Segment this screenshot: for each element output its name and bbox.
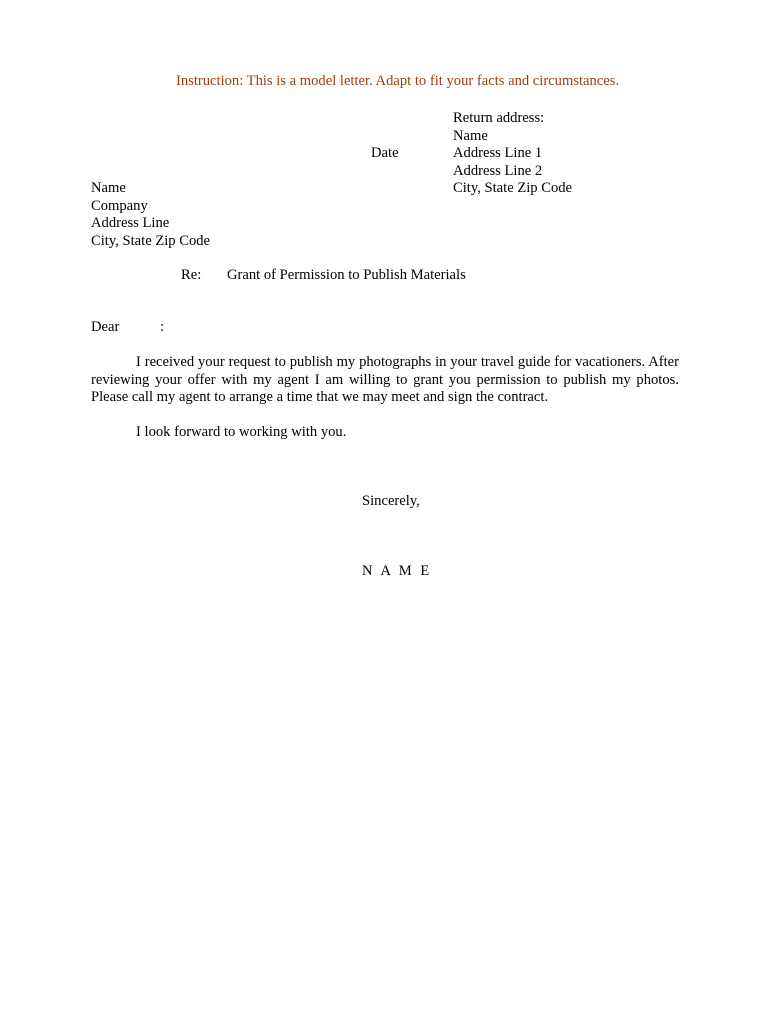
recipient-name: Name [91, 180, 126, 196]
body-paragraph-1: I received your request to publish my photographs in your travel guide for vacationers. After reviewing your offer with my agent I am willing to grant you permission to publish my photos. Please call my agent to arrange a time that we may meet and sign the contract. [91, 354, 679, 405]
return-address-name: Name [453, 127, 488, 144]
return-address-city-state-zip: City, State Zip Code [453, 180, 573, 196]
closing: Sincerely, [362, 493, 420, 509]
recipient-address-block [91, 180, 210, 250]
salutation-greeting: Dear [91, 319, 120, 335]
return-address-block [453, 110, 572, 198]
recipient-city-state-zip: City, State Zip Code [91, 232, 211, 249]
recipient-company: Company [91, 197, 148, 214]
instruction-note: Instruction: This is a model letter. Adapt to fit your facts and circumstances. [176, 73, 620, 89]
signature-name: N A M E [362, 563, 432, 579]
return-address-line-2: Address Line 2 [453, 162, 543, 179]
body-paragraph-2: I look forward to working with you. [136, 424, 347, 440]
date-field: Date [371, 145, 399, 161]
recipient-address-line: Address Line [91, 215, 170, 231]
salutation-punctuation: : [160, 319, 165, 335]
return-address-line-1: Address Line 1 [453, 145, 543, 161]
return-address-heading: Return address: [453, 110, 545, 126]
subject-text: Grant of Permission to Publish Materials [227, 267, 466, 283]
subject-label: Re: [181, 267, 202, 283]
